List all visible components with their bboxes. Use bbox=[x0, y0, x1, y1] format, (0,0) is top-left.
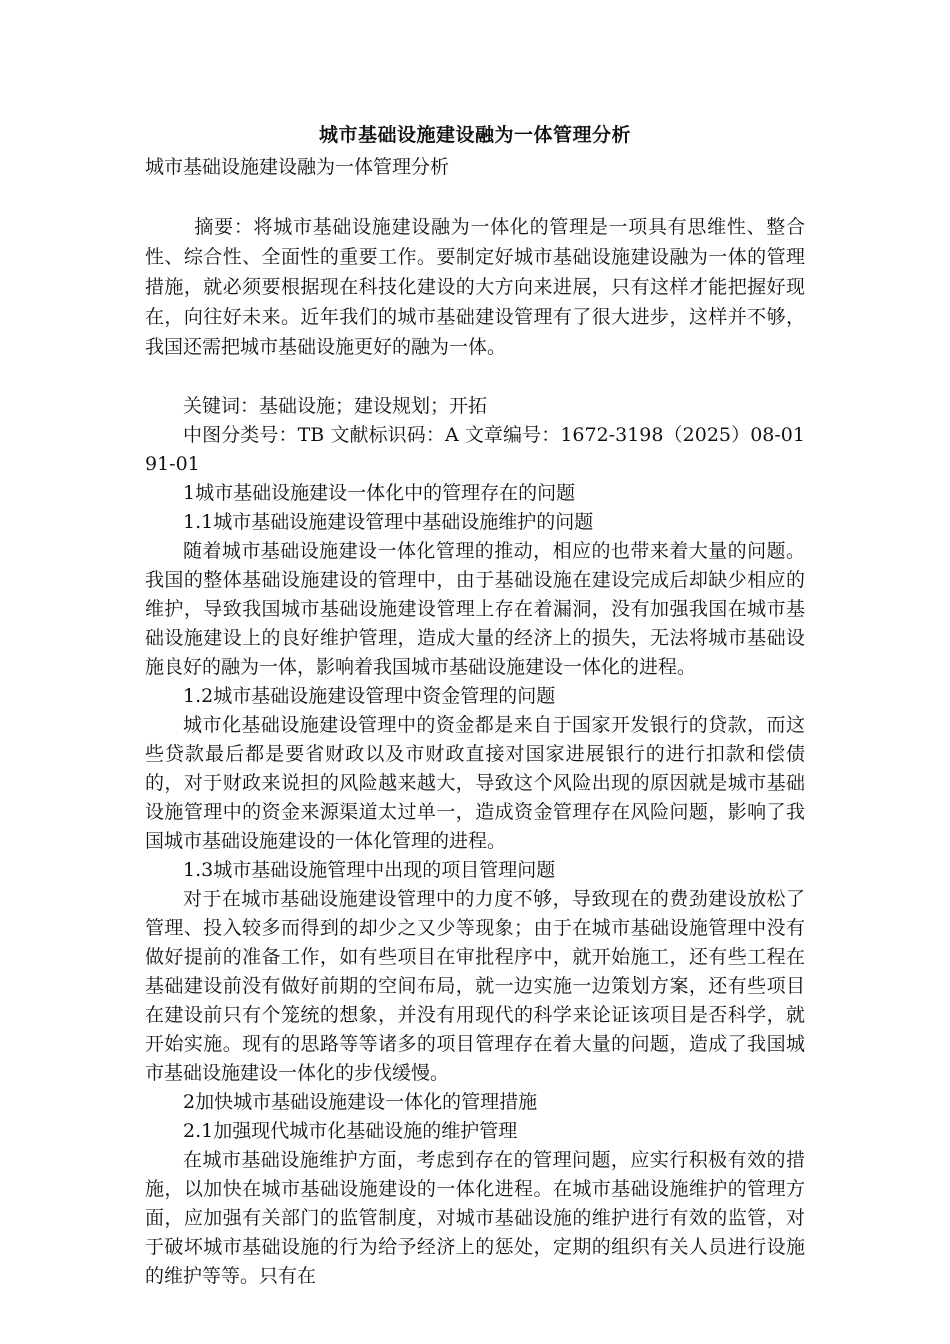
body-paragraph: 在城市基础设施维护方面，考虑到存在的管理问题，应实行积极有效的措施，以加快在城市基础设施建设的一体化进程。在城市基础设施维护的管理方面，应加强有关部门的监管制度，对城市基础设施的维护进行有效的监管，对于破坏城市基础设施的行为给予经济上的惩处，定期的组织有关人员进行设施的维护等等。只有在 bbox=[145, 1149, 805, 1287]
section-heading-2: 2加快城市基础设施建设一体化的管理措施 bbox=[183, 1091, 538, 1113]
section-heading-2-1: 2.1加强现代城市化基础设施的维护管理 bbox=[183, 1120, 518, 1142]
document-page bbox=[145, 118, 805, 1291]
section-heading-1-2: 1.2城市基础设施建设管理中资金管理的问题 bbox=[183, 685, 556, 707]
classification-info: 中图分类号：TB 文献标识码：A 文章编号：1672-3198（2025）08-0191-01 bbox=[145, 424, 805, 475]
section-heading-1: 1城市基础设施建设一体化中的管理存在的问题 bbox=[183, 482, 576, 504]
section-heading-1-1: 1.1城市基础设施建设管理中基础设施维护的问题 bbox=[183, 511, 594, 533]
body-paragraph: 随着城市基础设施建设一体化管理的推动，相应的也带来着大量的问题。我国的整体基础设施建设的管理中，由于基础设施在建设完成后却缺少相应的维护，导致我国城市基础设施建设管理上存在着漏洞，没有加强我国在城市基础设施建设上的良好维护管理，造成大量的经济上的损失，无法将城市基础设施良好的融为一体，影响着我国城市基础设施建设一体化的进程。 bbox=[145, 540, 805, 678]
abstract: 摘要：将城市基础设施建设融为一体化的管理是一项具有思维性、整合性、综合性、全面性的重要工作。要制定好城市基础设施建设融为一体的管理措施，就必须要根据现在科技化建设的大方向来进展，只有这样才能把握好现在，向往好未来。近年我们的城市基础建设管理有了很大进步，这样并不够，我国还需把城市基础设施更好的融为一体。 bbox=[145, 216, 805, 358]
keywords: 关键词：基础设施；建设规划；开拓 bbox=[183, 395, 488, 417]
body-paragraph: 对于在城市基础设施建设管理中的力度不够，导致现在的费劲建设放松了管理、投入较多而得到的却少之又少等现象；由于在城市基础设施管理中没有做好提前的准备工作，如有些项目在审批程序中，就开始施工，还有些工程在基础建设前没有做好前期的空间布局，就一边实施一边策划方案，还有些项目在建设前只有个笼统的想象，并没有用现代的科学来论证该项目是否科学，就开始实施。现有的思路等等诸多的项目管理存在着大量的问题，造成了我国城市基础设施建设一体化的步伐缓慢。 bbox=[145, 888, 805, 1084]
spacer bbox=[145, 182, 805, 212]
document-subtitle: 城市基础设施建设融为一体管理分析 bbox=[145, 156, 450, 178]
spacer bbox=[145, 362, 805, 392]
body-paragraph: 城市化基础设施建设管理中的资金都是来自于国家开发银行的贷款，而这些贷款最后都是要省财政以及市财政直接对国家进展银行的进行扣款和偿债的，对于财政来说担的风险越来越大，导致这个风险出现的原因就是城市基础设施管理中的资金来源渠道太过单一，造成资金管理存在风险问题，影响了我国城市基础设施建设的一体化管理的进程。 bbox=[145, 714, 805, 852]
section-heading-1-3: 1.3城市基础设施管理中出现的项目管理问题 bbox=[183, 859, 556, 881]
document-title: 城市基础设施建设融为一体管理分析 bbox=[318, 124, 631, 146]
